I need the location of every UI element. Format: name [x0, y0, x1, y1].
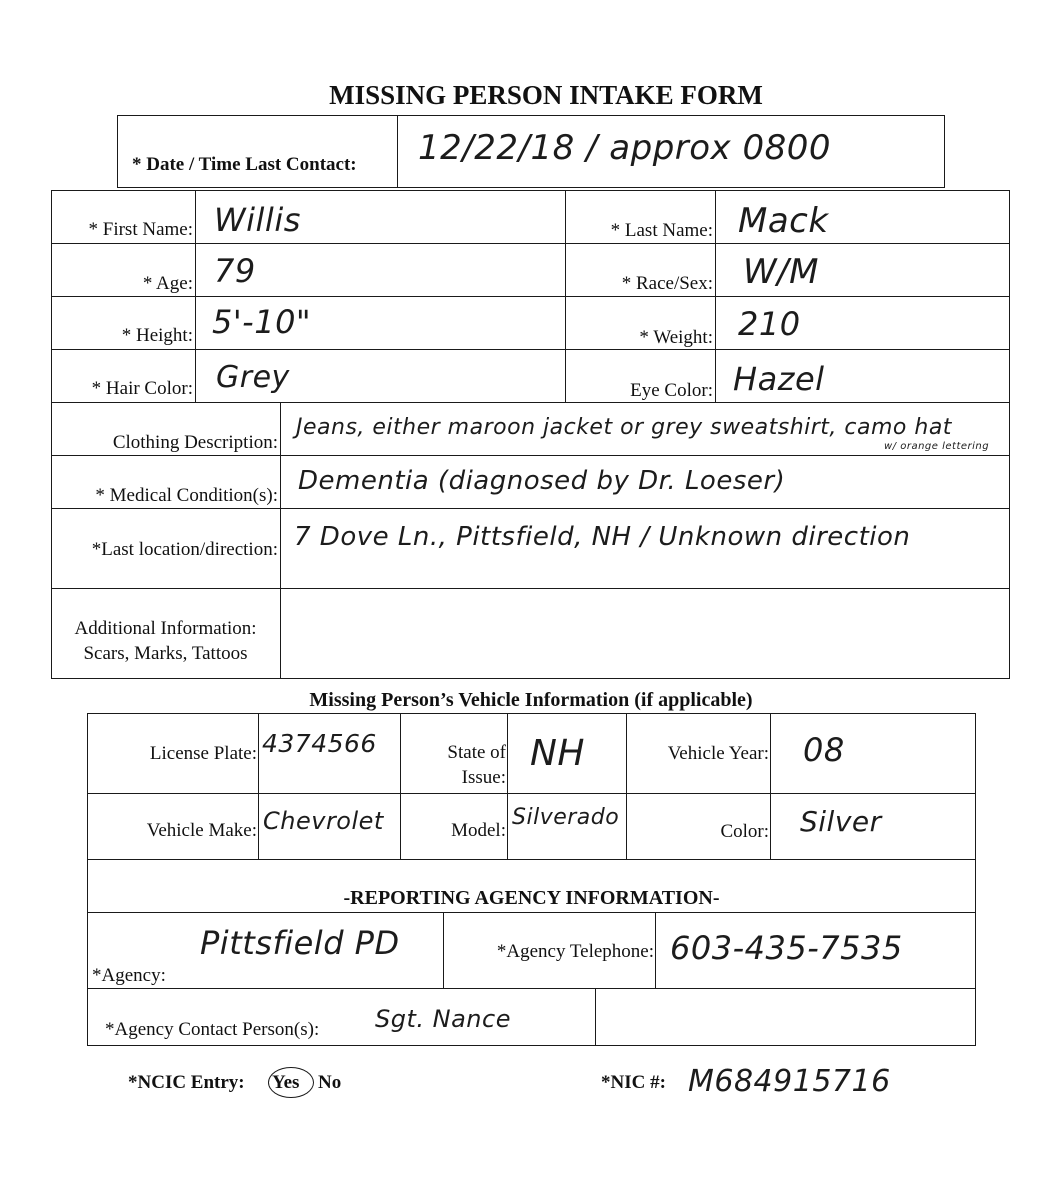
date-time-label: * Date / Time Last Contact: — [132, 154, 357, 175]
first-name-value[interactable]: Willis — [214, 201, 301, 239]
agency-section-title: -REPORTING AGENCY INFORMATION- — [343, 887, 720, 909]
model-label: Model: — [451, 820, 506, 841]
last-location-label: *Last location/direction: — [91, 539, 278, 560]
hair-color-value[interactable]: Grey — [216, 360, 290, 395]
agency-value[interactable]: Pittsfield PD — [200, 924, 400, 962]
state-of-issue-label-1: State of — [447, 742, 506, 763]
nic-number-label: *NIC #: — [601, 1072, 666, 1093]
age-value[interactable]: 79 — [214, 252, 256, 290]
license-plate-value[interactable]: 4374566 — [262, 729, 377, 758]
agency-label: *Agency: — [92, 965, 166, 986]
height-label: * Height: — [121, 325, 193, 346]
ncic-no-option[interactable]: No — [318, 1072, 342, 1093]
state-of-issue-label-2: Issue: — [461, 767, 506, 788]
color-label: Color: — [720, 821, 769, 842]
vehicle-year-label: Vehicle Year: — [667, 743, 769, 764]
first-name-label: * First Name: — [88, 219, 193, 240]
eye-color-value[interactable]: Hazel — [733, 360, 825, 398]
additional-info-label: Additional Information: — [74, 618, 257, 639]
last-name-label: * Last Name: — [610, 220, 713, 241]
age-label: * Age: — [142, 273, 193, 294]
vehicle-year-value[interactable]: 08 — [803, 731, 845, 769]
weight-value[interactable]: 210 — [738, 305, 801, 343]
weight-label: * Weight: — [639, 327, 713, 348]
ncic-yes-circle — [268, 1067, 314, 1098]
model-value[interactable]: Silverado — [512, 805, 620, 830]
medical-label: * Medical Condition(s): — [95, 485, 278, 506]
vehicle-section-title: Missing Person’s Vehicle Information (if applicable) — [309, 689, 753, 711]
color-value[interactable]: Silver — [800, 805, 882, 838]
vehicle-make-label: Vehicle Make: — [146, 820, 257, 841]
ncic-yes-option[interactable]: Yes — [272, 1072, 300, 1093]
form-title: MISSING PERSON INTAKE FORM — [329, 80, 763, 110]
scars-marks-label: Scars, Marks, Tattoos — [83, 643, 248, 664]
date-time-value[interactable]: 12/22/18 / approx 0800 — [418, 128, 832, 168]
clothing-value[interactable]: Jeans, either maroon jacket or grey sweatshirt, camo hat — [296, 415, 952, 440]
ncic-entry-label: *NCIC Entry: — [128, 1072, 245, 1093]
race-sex-value[interactable]: W/M — [743, 252, 819, 292]
agency-contact-value[interactable]: Sgt. Nance — [375, 1005, 511, 1033]
agency-telephone-label: *Agency Telephone: — [496, 941, 654, 962]
nic-number-value[interactable]: M684915716 — [688, 1064, 891, 1099]
eye-color-label: Eye Color: — [630, 380, 713, 401]
height-value[interactable]: 5'-10" — [212, 303, 312, 341]
state-of-issue-value[interactable]: NH — [530, 733, 585, 774]
agency-telephone-value[interactable]: 603-435-7535 — [670, 929, 903, 967]
clothing-extra-value[interactable]: w/ orange lettering — [884, 441, 990, 452]
license-plate-label: License Plate: — [149, 743, 257, 764]
agency-contact-label: *Agency Contact Person(s): — [105, 1019, 320, 1040]
race-sex-label: * Race/Sex: — [621, 273, 713, 294]
last-name-value[interactable]: Mack — [738, 201, 829, 241]
clothing-label: Clothing Description: — [112, 432, 278, 453]
last-location-value[interactable]: 7 Dove Ln., Pittsfield, NH / Unknown direction — [294, 522, 911, 552]
vehicle-make-value[interactable]: Chevrolet — [263, 807, 384, 835]
hair-color-label: * Hair Color: — [91, 378, 193, 399]
medical-value[interactable]: Dementia (diagnosed by Dr. Loeser) — [298, 466, 786, 496]
